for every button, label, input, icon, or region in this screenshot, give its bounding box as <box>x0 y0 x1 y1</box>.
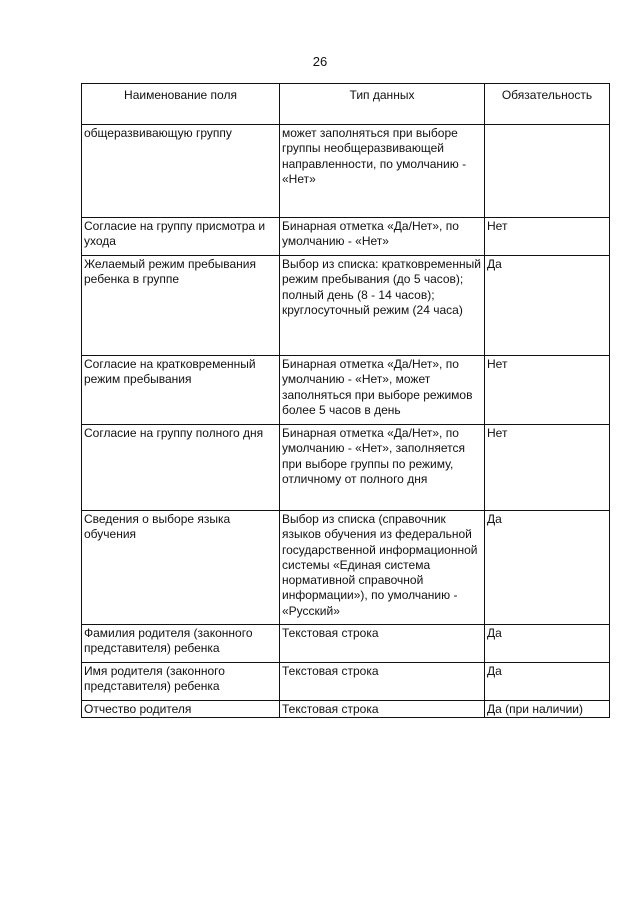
table-row <box>82 125 610 218</box>
page-number: 26 <box>312 54 328 69</box>
required-cell: Да <box>485 256 610 356</box>
table-row <box>82 625 610 663</box>
table-row <box>82 701 610 718</box>
data-type-cell: Текстовая строка <box>280 663 485 701</box>
field-name-cell: общеразвивающую группу <box>82 125 280 218</box>
required-cell: Нет <box>485 218 610 256</box>
field-name-cell: Согласие на кратковременный режим пребывания <box>82 356 280 425</box>
field-name-cell: Согласие на группу присмотра и ухода <box>82 218 280 256</box>
field-name-cell: Сведения о выборе языка обучения <box>82 511 280 625</box>
data-type-cell: Бинарная отметка «Да/Нет», по умолчанию - «Нет», может заполняться при выборе режимов более 5 часов в день <box>280 356 485 425</box>
header-field-name: Наименование поля <box>82 84 280 125</box>
data-type-cell: Бинарная отметка «Да/Нет», по умолчанию - «Нет» <box>280 218 485 256</box>
field-name-cell: Отчество родителя <box>82 701 280 718</box>
field-spec-table <box>81 83 610 718</box>
field-name-cell: Фамилия родителя (законного представителя) ребенка <box>82 625 280 663</box>
header-data-type: Тип данных <box>280 84 485 125</box>
data-type-cell: Бинарная отметка «Да/Нет», по умолчанию - «Нет», заполняется при выборе группы по режиму, отличному от полного дня <box>280 425 485 511</box>
field-name-cell: Имя родителя (законного представителя) ребенка <box>82 663 280 701</box>
field-name-cell: Согласие на группу полного дня <box>82 425 280 511</box>
required-cell: Да <box>485 625 610 663</box>
data-type-cell: Текстовая строка <box>280 625 485 663</box>
field-name-cell: Желаемый режим пребывания ребенка в группе <box>82 256 280 356</box>
data-type-cell: Текстовая строка <box>280 701 485 718</box>
required-cell: Да (при наличии) <box>485 701 610 718</box>
table-row <box>82 218 610 256</box>
data-type-cell: Выбор из списка (справочник языков обучения из федеральной государственной информационной системы «Единая система нормативной справочной информации»), по умолчанию - «Русский» <box>280 511 485 625</box>
table-header-row <box>82 84 610 125</box>
data-type-cell: Выбор из списка: кратковременный режим пребывания (до 5 часов); полный день (8 - 14 часов); круглосуточный режим (24 часа) <box>280 256 485 356</box>
table-row <box>82 511 610 625</box>
required-cell: Да <box>485 511 610 625</box>
required-cell: Нет <box>485 425 610 511</box>
table-row <box>82 663 610 701</box>
data-type-cell: может заполняться при выборе группы необщеразвивающей направленности, по умолчанию - «Нет» <box>280 125 485 218</box>
required-cell: Да <box>485 663 610 701</box>
required-cell: Нет <box>485 356 610 425</box>
table-row <box>82 256 610 356</box>
required-cell <box>485 125 610 218</box>
table-row <box>82 425 610 511</box>
table-row <box>82 356 610 425</box>
header-required: Обязательность <box>485 84 610 125</box>
